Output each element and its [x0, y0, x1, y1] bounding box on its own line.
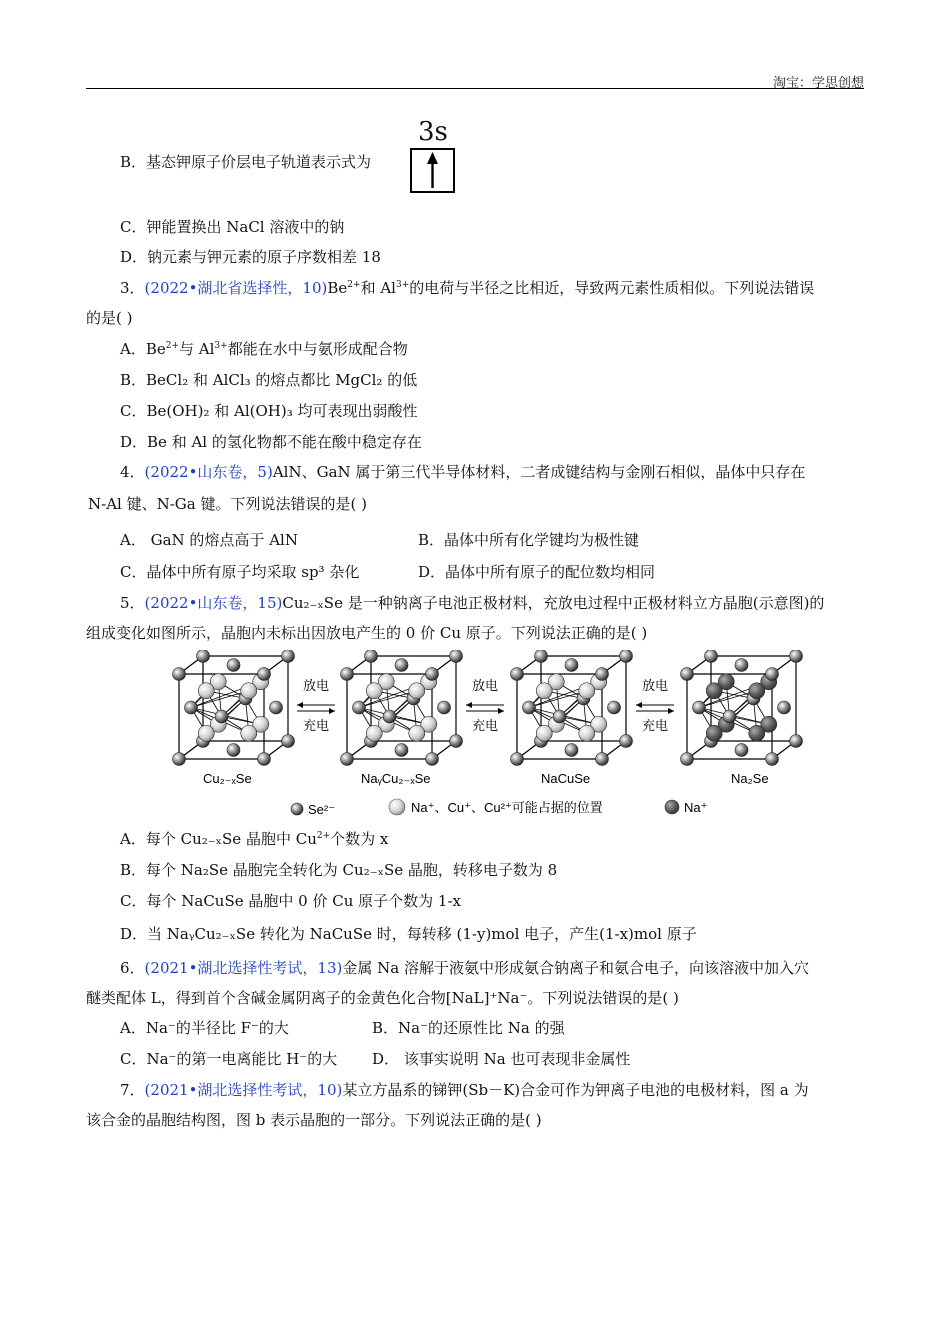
q4-option-a: A． GaN 的熔点高于 AlN [120, 531, 298, 549]
se-ion [383, 710, 396, 723]
se-ion [341, 753, 354, 766]
cell1-label: Cu₂₋ₓSe [203, 771, 252, 786]
q5-option-b: B．每个 Na₂Se 晶胞完全转化为 Cu₂₋ₓSe 晶胞，转移电子数为 8 [120, 861, 558, 879]
cation-site [409, 683, 425, 699]
header-rule [86, 88, 864, 89]
se-ion [523, 701, 536, 714]
cation-site [536, 725, 552, 741]
se-ion [185, 701, 198, 714]
up-arrow-icon [412, 150, 453, 191]
q4-option-c: C．晶体中所有原子均采取 sp³ 杂化 [120, 563, 360, 581]
arrow-pair-1 [297, 678, 335, 733]
arrow-pair-2 [466, 678, 504, 733]
q6-source: (2021•湖北选择性考试，13) [144, 959, 343, 977]
discharge-label-2: 放电 [472, 678, 499, 693]
q5-stem-line2: 组成变化如图所示，晶胞内未标出因放电产生的 0 价 Cu 原子。下列说法正确的是( ) [86, 624, 648, 642]
charge-label-2: 充电 [472, 718, 499, 733]
q5-source: (2022•山东卷，15) [144, 594, 283, 612]
se-ion [450, 735, 463, 748]
q2-option-d: D．钠元素与钾元素的原子序数相差 18 [120, 248, 381, 266]
se-ion [395, 744, 408, 757]
se-ion [735, 744, 748, 757]
se-ion [681, 668, 694, 681]
se-ion [215, 710, 228, 723]
q6-stem-line2: 醚类配体 L，得到首个含碱金属阴离子的金黄色化合物[NaL]⁺Na⁻。下列说法错误的是( ) [86, 989, 679, 1007]
se-ion [173, 668, 186, 681]
q4-option-b: B．晶体中所有化学键均为极性键 [418, 531, 640, 549]
cation-site [198, 683, 214, 699]
se-ion [620, 650, 633, 663]
legend-pos-label: Na⁺、Cu⁺、Cu²⁺可能占据的位置 [411, 800, 603, 815]
charge-label-1: 充电 [303, 718, 330, 733]
na-ion [706, 725, 722, 741]
se-ion [365, 650, 378, 663]
q3-option-a: A．$Be^{2+}$与 $Al^{3+}$都能在水中与氨形成配合物 [120, 340, 408, 358]
cation-site [198, 725, 214, 741]
se-ion [553, 710, 566, 723]
q4-stem: 4．(2022•山东卷，5)AlN、GaN 属于第三代半导体材料，二者成键结构与金刚石相似，晶体中只存在 [120, 463, 806, 481]
se-ion [426, 668, 439, 681]
discharge-label-1: 放电 [303, 678, 330, 693]
se-ion [353, 701, 366, 714]
q3-stem-line2: 的是( ) [86, 309, 133, 327]
se-ion [790, 735, 803, 748]
crystal-cell-2 [341, 650, 463, 766]
q6-stem: 6．(2021•湖北选择性考试，13)金属 Na 溶解于液氨中形成氨合钠离子和氨合电子，向该溶液中加入穴 [120, 959, 809, 977]
se-ion [705, 650, 718, 663]
q5-stem: 5．(2022•山东卷，15)Cu₂₋ₓSe 是一种钠离子电池正极材料，充放电过程中正极材料立方晶胞(示意图)的 [120, 594, 825, 612]
q5-option-c: C．每个 NaCuSe 晶胞中 0 价 Cu 原子个数为 1-x [120, 892, 461, 910]
q3-option-c: C．Be(OH)₂ 和 Al(OH)₃ 均可表现出弱酸性 [120, 402, 418, 420]
se-ion [395, 659, 408, 672]
se-ion [227, 744, 240, 757]
legend-pos-marker [389, 799, 405, 815]
cation-site [241, 683, 257, 699]
cell4-label: Na₂Se [731, 771, 769, 786]
q4-option-d: D．晶体中所有原子的配位数均相同 [418, 563, 656, 581]
se-ion [511, 668, 524, 681]
se-ion [620, 735, 633, 748]
crystal-figure [165, 650, 815, 820]
cell3-label: NaCuSe [541, 771, 591, 786]
se-ion [270, 701, 283, 714]
q2-option-c: C．钾能置换出 NaCl 溶液中的钠 [120, 218, 345, 236]
legend-se-marker [291, 803, 303, 815]
se-ion [693, 701, 706, 714]
q3-option-b: B．BeCl₂ 和 AlCl₃ 的熔点都比 MgCl₂ 的低 [120, 371, 418, 389]
legend-na-label: Na⁺ [684, 800, 708, 815]
se-ion [535, 650, 548, 663]
crystal-cell-1 [173, 650, 295, 766]
se-ion [778, 701, 791, 714]
se-ion [511, 753, 524, 766]
cells-group [173, 650, 803, 766]
se-ion [197, 650, 210, 663]
q3-number: 3． [120, 279, 145, 297]
crystal-cells-diagram [165, 650, 815, 820]
cell2-label: NaᵧCu₂₋ₓSe [361, 771, 431, 786]
q6-option-d: D． 该事实说明 Na 也可表现非金属性 [372, 1050, 631, 1068]
crystal-cell-4 [681, 650, 803, 766]
q4-stem-line2: N-Al 键、N-Ga 键。下列说法错误的是( ) [88, 495, 367, 513]
cation-site [366, 683, 382, 699]
se-ion [258, 668, 271, 681]
discharge-label-3: 放电 [642, 678, 669, 693]
cation-site [366, 725, 382, 741]
cation-site [241, 725, 257, 741]
se-ion [596, 753, 609, 766]
q3-option-d: D．Be 和 Al 的氢化物都不能在酸中稳定存在 [120, 433, 422, 451]
orbital-label: 3s [418, 117, 448, 147]
se-ion [438, 701, 451, 714]
se-ion [450, 650, 463, 663]
orbital-box [410, 148, 455, 193]
se-ion [608, 701, 621, 714]
legend-se-label: Se²⁻ [308, 802, 336, 817]
cation-site [409, 725, 425, 741]
q5-option-a: A．每个 Cu₂₋ₓSe 晶胞中 $Cu^{2+}$个数为 x [120, 830, 389, 848]
se-ion [723, 710, 736, 723]
q6-option-b: B．Na⁻的还原性比 Na 的强 [372, 1019, 565, 1037]
na-ion [749, 683, 765, 699]
se-ion [565, 744, 578, 757]
se-ion [173, 753, 186, 766]
cation-site [579, 725, 595, 741]
q7-stem: 7．(2021•湖北选择性考试，10)某立方晶系的锑钾(Sb－K)合金可作为钾离子电池的电极材料，图 a 为 [120, 1081, 809, 1099]
se-ion [426, 753, 439, 766]
q7-stem-line2: 该合金的晶胞结构图，图 b 表示晶胞的一部分。下列说法正确的是( ) [86, 1111, 542, 1129]
se-ion [596, 668, 609, 681]
na-ion [706, 683, 722, 699]
se-ion [735, 659, 748, 672]
q6-option-a: A．Na⁻的半径比 F⁻的大 [120, 1019, 289, 1037]
cation-site [536, 683, 552, 699]
se-ion [227, 659, 240, 672]
q2-option-b: B．基态钾原子价层电子轨道表示式为 [120, 153, 372, 171]
q7-source: (2021•湖北选择性考试，10) [144, 1081, 343, 1099]
se-ion [766, 668, 779, 681]
se-ion [282, 735, 295, 748]
crystal-cell-3 [511, 650, 633, 766]
cation-site [579, 683, 595, 699]
se-ion [681, 753, 694, 766]
se-ion [341, 668, 354, 681]
header-brand: 淘宝：学思创想 [772, 76, 864, 91]
q4-source: (2022•山东卷，5) [144, 463, 273, 481]
q6-option-c: C．Na⁻的第一电离能比 H⁻的大 [120, 1050, 338, 1068]
arrow-pair-3 [636, 678, 674, 733]
se-ion [258, 753, 271, 766]
charge-label-3: 充电 [642, 718, 669, 733]
legend-na-marker [665, 800, 679, 814]
se-ion [790, 650, 803, 663]
se-ion [282, 650, 295, 663]
q3-stem: 3．(2022•湖北省选择性，$10)Be^{2+}$和 $Al^{3+}$的电荷与半径之比相近，导致两元素性质相似。下列说法错误 [120, 279, 815, 297]
se-ion [766, 753, 779, 766]
q3-source: (2022•湖北省选择性，10) [144, 279, 328, 297]
q5-option-d: D．当 NaᵧCu₂₋ₓSe 转化为 NaCuSe 时，每转移 (1-y)mol 电子，产生(1-x)mol 原子 [120, 925, 697, 943]
se-ion [565, 659, 578, 672]
na-ion [749, 725, 765, 741]
